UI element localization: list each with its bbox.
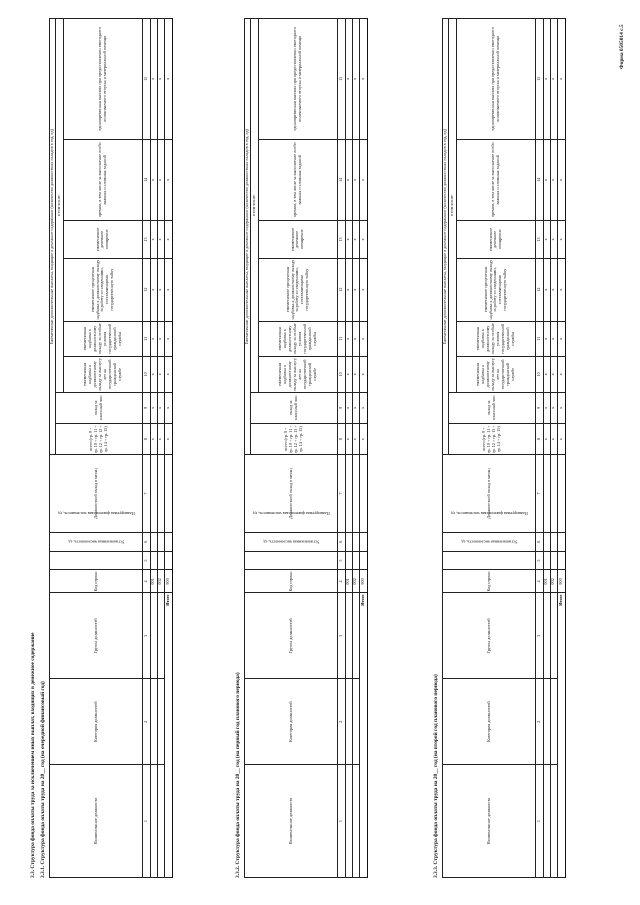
header-including: в том числе: — [448, 19, 456, 393]
x-cell: x — [164, 424, 172, 455]
column-number: 3 — [535, 593, 543, 679]
column-number: 10 — [142, 357, 150, 393]
column-number: 13 — [142, 221, 150, 259]
x-cell: x — [543, 357, 550, 393]
input-cell — [164, 551, 172, 570]
x-cell: x — [345, 258, 352, 321]
input-cell — [550, 551, 557, 570]
column-number: 6 — [535, 532, 543, 551]
header-c14: премии, в том числе за выполнение особо важных и сложных заданий — [456, 139, 535, 221]
x-cell: x — [157, 139, 164, 221]
input-cell — [543, 765, 550, 878]
header-line-code: Код строки — [245, 570, 338, 593]
input-cell — [150, 532, 157, 551]
header-class-rank: оклад за классный чин — [55, 392, 142, 423]
input-cell — [550, 532, 557, 551]
x-cell: x — [164, 392, 172, 423]
x-cell: x — [345, 221, 352, 259]
column-number: 9 — [535, 392, 543, 423]
input-cell — [550, 455, 557, 532]
header-salary: Должностной оклад в месяц — [245, 455, 338, 532]
header-c10: ежемесячная надбавка к должностному окладу за выслугу лет на государственной гражданской службе — [63, 357, 142, 393]
table-row — [157, 19, 164, 878]
header-c13: ежемесячное денежное поощрение — [63, 221, 142, 259]
x-cell: x — [345, 424, 352, 455]
header-class-rank: оклад за классный чин — [250, 392, 337, 423]
header-c15: единовременная выплата при предоставлении ежегодного оплачиваемого отпуска и материальной помощи — [258, 19, 337, 140]
header-c14: премии, в том числе за выполнение особо важных и сложных заданий — [63, 139, 142, 221]
header-total: всего (гр. 9 + гр. 10 + гр. 11 + гр. 12 + гр. 13 + гр. 14 + гр. 15) — [55, 424, 142, 455]
x-cell: x — [550, 357, 557, 393]
x-cell: x — [157, 19, 164, 140]
x-cell: x — [150, 221, 157, 259]
header-c10: ежемесячная надбавка к должностному окладу за выслугу лет на государственной гражданской службе — [258, 357, 337, 393]
x-cell: x — [164, 321, 172, 357]
header-position-name: Наименование должности — [50, 765, 143, 878]
column-number: 9 — [337, 392, 345, 423]
x-cell: x — [557, 357, 565, 393]
form-code: Форма 0505014 с.5 — [619, 24, 625, 69]
total-row — [359, 19, 367, 878]
x-cell: x — [550, 321, 557, 357]
header-monthly-payments: Ежемесячные дополнительные выплаты, входящие в денежное содержание (количество должностных окладов в год, ед) — [50, 19, 56, 455]
column-number: 10 — [535, 357, 543, 393]
x-cell: x — [345, 321, 352, 357]
x-cell: x — [164, 139, 172, 221]
header-c12: ежемесячное процентная надбавка к должностному окладу за работу со сведениями, составляющими государственную тайну — [456, 258, 535, 321]
input-cell — [164, 455, 172, 532]
table-title-3: 3.3.3. Структура фонда оплаты труда на 20__ год (на второй год планового периода) — [433, 674, 439, 878]
fund-structure-table-2 — [244, 18, 368, 878]
x-cell: x — [157, 258, 164, 321]
column-number: 14 — [337, 139, 345, 221]
column-number: 8 — [535, 424, 543, 455]
line-code: 002 — [157, 570, 164, 593]
column-number: 10 — [337, 357, 345, 393]
input-cell — [543, 532, 550, 551]
x-cell: x — [543, 139, 550, 221]
input-cell — [359, 532, 367, 551]
input-cell — [550, 593, 557, 679]
input-cell — [352, 765, 359, 878]
table-row — [550, 19, 557, 878]
line-code: 002 — [352, 570, 359, 593]
column-number: 11 — [535, 321, 543, 357]
column-number: 3 — [337, 593, 345, 679]
x-cell: x — [157, 357, 164, 393]
input-cell — [157, 765, 164, 878]
input-cell — [359, 455, 367, 532]
header-monthly-payments: Ежемесячные дополнительные выплаты, входящие в денежное содержание (количество должностных окладов в год, ед) — [245, 19, 251, 455]
header-established-count — [245, 539, 338, 570]
header-total: всего (гр. 9 + гр. 10 + гр. 11 + гр. 12 + гр. 13 + гр. 14 + гр. 15) — [250, 424, 337, 455]
header-class-rank: оклад за классный чин — [448, 392, 535, 423]
column-number: 1 — [337, 765, 345, 878]
line-code: 001 — [345, 570, 352, 593]
line-code: 001 — [150, 570, 157, 593]
input-cell — [150, 455, 157, 532]
total-row — [557, 19, 565, 878]
x-cell: x — [164, 19, 172, 140]
column-number: 3 — [142, 593, 150, 679]
input-cell — [345, 765, 352, 878]
input-cell — [557, 532, 565, 551]
input-cell — [150, 551, 157, 570]
column-number: 6 — [142, 532, 150, 551]
header-c15: единовременная выплата при предоставлении ежегодного оплачиваемого отпуска и материальной помощи — [456, 19, 535, 140]
input-cell — [543, 455, 550, 532]
input-cell — [345, 593, 352, 679]
section-title: 3.3. Структура фонда оплаты труда за исключением иных выплат, входящих в денежное содержание — [30, 632, 36, 878]
x-cell: x — [359, 392, 367, 423]
column-number: 1 — [142, 765, 150, 878]
table-row — [543, 19, 550, 878]
x-cell: x — [157, 392, 164, 423]
x-cell: x — [359, 139, 367, 221]
x-cell: x — [550, 221, 557, 259]
input-cell — [150, 765, 157, 878]
header-monthly-payments: Ежемесячные дополнительные выплаты, входящие в денежное содержание (количество должностных окладов в год, ед) — [443, 19, 449, 455]
input-cell — [550, 679, 557, 765]
x-cell: x — [557, 139, 565, 221]
x-cell: x — [164, 221, 172, 259]
input-cell — [157, 679, 164, 765]
input-cell — [150, 679, 157, 765]
input-cell — [157, 593, 164, 679]
column-number: 11 — [142, 321, 150, 357]
input-cell — [345, 551, 352, 570]
column-number: 5 — [337, 551, 345, 570]
x-cell: x — [557, 258, 565, 321]
input-cell — [157, 551, 164, 570]
column-number: 5 — [142, 551, 150, 570]
x-cell: x — [359, 357, 367, 393]
x-cell: x — [150, 139, 157, 221]
x-cell: x — [543, 258, 550, 321]
x-cell: x — [557, 424, 565, 455]
input-cell — [345, 455, 352, 532]
header-group: Группа должностей — [50, 593, 143, 679]
column-number: 2 — [142, 679, 150, 765]
x-cell: x — [543, 19, 550, 140]
x-cell: x — [150, 357, 157, 393]
header-salary: Должностной оклад в месяц — [50, 455, 143, 532]
x-cell: x — [164, 258, 172, 321]
header-c13: ежемесячное денежное поощрение — [456, 221, 535, 259]
total-label: Итого — [557, 593, 565, 878]
line-code-total: 900 — [164, 570, 172, 593]
x-cell: x — [550, 424, 557, 455]
line-code: 002 — [550, 570, 557, 593]
header-group: Группа должностей — [443, 593, 536, 679]
column-number: 7 — [337, 455, 345, 532]
header-established-count-text: Установленная численность, ед — [460, 539, 517, 545]
x-cell: x — [557, 221, 565, 259]
x-cell: x — [550, 392, 557, 423]
header-category: Категория должностей — [50, 679, 143, 765]
input-cell — [557, 551, 565, 570]
fund-structure-table-3 — [442, 18, 566, 878]
x-cell: x — [150, 321, 157, 357]
x-cell: x — [352, 139, 359, 221]
input-cell — [543, 679, 550, 765]
header-c11: ежемесячная надбавка к должностному окладу за особые условия государственной гражданской службы — [456, 321, 535, 357]
column-number: 15 — [142, 19, 150, 140]
x-cell: x — [359, 19, 367, 140]
x-cell: x — [543, 321, 550, 357]
input-cell — [352, 679, 359, 765]
input-cell — [543, 593, 550, 679]
header-total: всего (гр. 9 + гр. 10 + гр. 11 + гр. 12 + гр. 13 + гр. 14 + гр. 15) — [448, 424, 535, 455]
line-code: 001 — [543, 570, 550, 593]
input-cell — [352, 532, 359, 551]
header-salary: Должностной оклад в месяц — [443, 455, 536, 532]
x-cell: x — [352, 424, 359, 455]
line-code-total: 900 — [359, 570, 367, 593]
column-number: 12 — [535, 258, 543, 321]
x-cell: x — [557, 19, 565, 140]
input-cell — [557, 455, 565, 532]
x-cell: x — [352, 221, 359, 259]
fund-structure-table-1 — [49, 18, 173, 878]
header-c13: ежемесячное денежное поощрение — [258, 221, 337, 259]
header-established-count — [50, 539, 143, 570]
column-number: 4 — [535, 570, 543, 593]
column-number: 12 — [337, 258, 345, 321]
x-cell: x — [150, 19, 157, 140]
table-row — [150, 19, 157, 878]
total-label: Итого — [359, 593, 367, 878]
x-cell: x — [150, 424, 157, 455]
x-cell: x — [157, 424, 164, 455]
column-number-row — [535, 19, 543, 878]
header-line-code: Код строки — [50, 570, 143, 593]
input-cell — [157, 455, 164, 532]
input-cell — [352, 593, 359, 679]
total-row — [164, 19, 172, 878]
column-number: 4 — [142, 570, 150, 593]
input-cell — [157, 532, 164, 551]
x-cell: x — [150, 258, 157, 321]
table-row — [345, 19, 352, 878]
x-cell: x — [345, 19, 352, 140]
x-cell: x — [359, 221, 367, 259]
header-category: Категория должностей — [443, 679, 536, 765]
input-cell — [352, 551, 359, 570]
header-category: Категория должностей — [245, 679, 338, 765]
column-number: 1 — [535, 765, 543, 878]
column-number: 6 — [337, 532, 345, 551]
x-cell: x — [557, 392, 565, 423]
header-planned-count-text: Планируемая фактическая численность, ед — [252, 510, 330, 516]
header-position-name: Наименование должности — [443, 765, 536, 878]
column-number-row — [142, 19, 150, 878]
x-cell: x — [359, 424, 367, 455]
x-cell: x — [345, 139, 352, 221]
header-c12: ежемесячное процентная надбавка к должностному окладу за работу со сведениями, составляющими государственную тайну — [63, 258, 142, 321]
column-number: 15 — [337, 19, 345, 140]
header-group: Группа должностей — [245, 593, 338, 679]
total-label: Итого — [164, 593, 172, 878]
header-c15: единовременная выплата при предоставлении ежегодного оплачиваемого отпуска и материальной помощи — [63, 19, 142, 140]
header-c12: ежемесячное процентная надбавка к должностному окладу за работу со сведениями, составляющими государственную тайну — [258, 258, 337, 321]
x-cell: x — [550, 139, 557, 221]
input-cell — [345, 679, 352, 765]
header-c11: ежемесячная надбавка к должностному окладу за особые условия государственной гражданской службы — [258, 321, 337, 357]
header-c10: ежемесячная надбавка к должностному окладу за выслугу лет на государственной гражданской службе — [456, 357, 535, 393]
column-number: 14 — [535, 139, 543, 221]
header-including: в том числе: — [250, 19, 258, 393]
x-cell: x — [352, 258, 359, 321]
x-cell: x — [550, 258, 557, 321]
column-number: 5 — [535, 551, 543, 570]
x-cell: x — [352, 392, 359, 423]
column-number: 14 — [142, 139, 150, 221]
column-number: 2 — [535, 679, 543, 765]
x-cell: x — [345, 392, 352, 423]
x-cell: x — [157, 321, 164, 357]
column-number: 13 — [535, 221, 543, 259]
header-planned-count-text: Планируемая фактическая численность, ед — [450, 510, 528, 516]
x-cell: x — [345, 357, 352, 393]
column-number: 7 — [535, 455, 543, 532]
column-number: 13 — [337, 221, 345, 259]
x-cell: x — [359, 321, 367, 357]
table-title-2: 3.3.2. Структура фонда оплаты труда на 20__ год (на первый год планового периода) — [235, 672, 241, 878]
x-cell: x — [543, 424, 550, 455]
input-cell — [150, 593, 157, 679]
column-number: 9 — [142, 392, 150, 423]
x-cell: x — [352, 19, 359, 140]
input-cell — [550, 765, 557, 878]
x-cell: x — [352, 357, 359, 393]
x-cell: x — [550, 19, 557, 140]
x-cell: x — [359, 258, 367, 321]
column-number: 4 — [337, 570, 345, 593]
header-established-count — [443, 539, 536, 570]
input-cell — [352, 455, 359, 532]
column-number: 11 — [337, 321, 345, 357]
x-cell: x — [352, 321, 359, 357]
column-number: 2 — [337, 679, 345, 765]
column-number: 15 — [535, 19, 543, 140]
x-cell: x — [557, 321, 565, 357]
header-planned-count-text: Планируемая фактическая численность, ед — [57, 510, 135, 516]
input-cell — [359, 551, 367, 570]
header-c11: ежемесячная надбавка к должностному окладу за особые условия государственной гражданской службы — [63, 321, 142, 357]
table-row — [352, 19, 359, 878]
column-number: 12 — [142, 258, 150, 321]
header-established-count-text: Установленная численность, ед — [262, 539, 319, 545]
header-established-count-text: Установленная численность, ед — [67, 539, 124, 545]
column-number: 8 — [337, 424, 345, 455]
column-number-row — [337, 19, 345, 878]
input-cell — [164, 532, 172, 551]
column-number: 7 — [142, 455, 150, 532]
header-line-code: Код строки — [443, 570, 536, 593]
line-code-total: 900 — [557, 570, 565, 593]
header-position-name: Наименование должности — [245, 765, 338, 878]
input-cell — [543, 551, 550, 570]
x-cell: x — [543, 392, 550, 423]
x-cell: x — [543, 221, 550, 259]
column-number: 8 — [142, 424, 150, 455]
x-cell: x — [164, 357, 172, 393]
header-c14: премии, в том числе за выполнение особо важных и сложных заданий — [258, 139, 337, 221]
x-cell: x — [150, 392, 157, 423]
x-cell: x — [157, 221, 164, 259]
header-including: в том числе: — [55, 19, 63, 393]
input-cell — [345, 532, 352, 551]
table-title-1: 3.3.1. Структура фонда оплаты труда на 20__ год (на очередной финансовый год) — [40, 681, 46, 878]
